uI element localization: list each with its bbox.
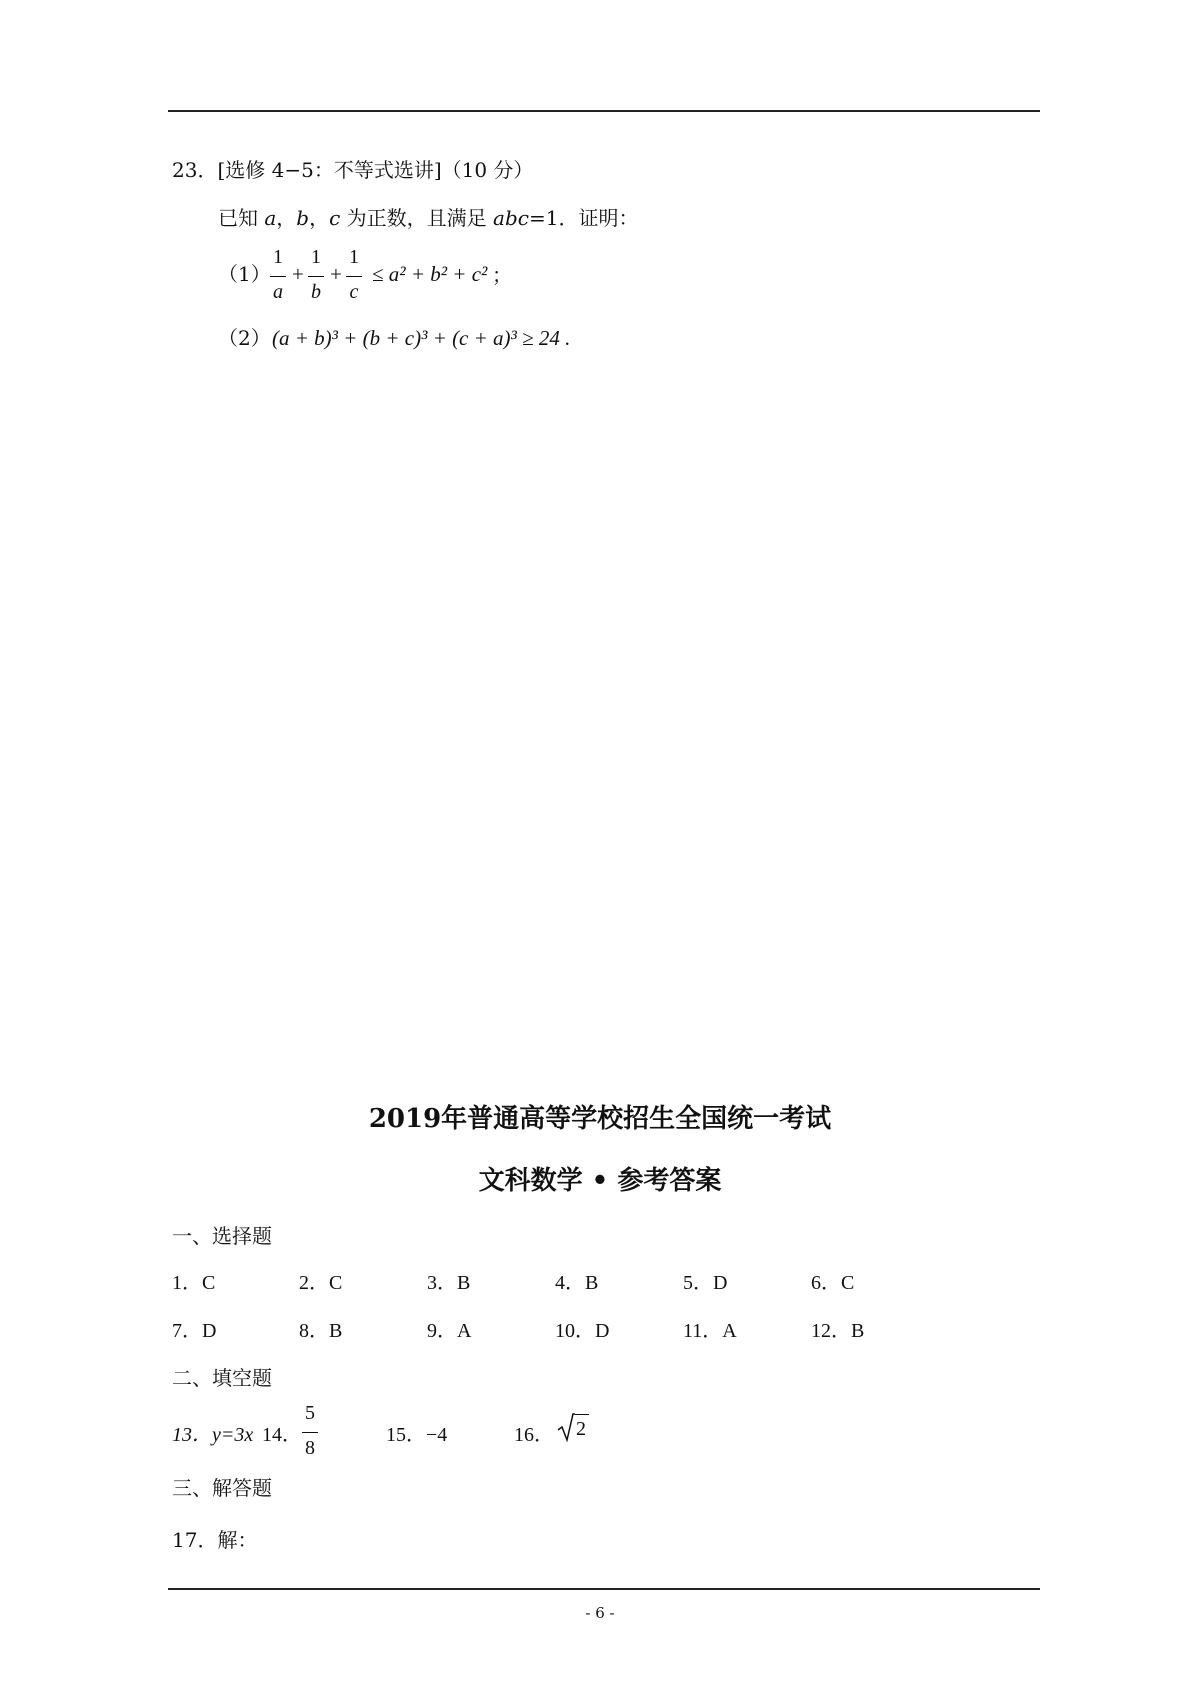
fill-answer-14-label: 14． — [262, 1424, 302, 1446]
section-choice-heading: 一、选择题 — [172, 1224, 272, 1248]
choice-answer: 10．D — [555, 1320, 610, 1342]
part1-end: ； — [492, 263, 512, 287]
answer-key-subtitle: 文科数学 • 参考答案 — [478, 1166, 722, 1196]
fill-answer-16-label: 16． — [514, 1424, 554, 1446]
question-17-label: 17．解： — [172, 1528, 258, 1552]
answer-key-title: 2019年普通高等学校招生全国统一考试 — [368, 1104, 832, 1134]
fill-answer-15: 15．−4 — [386, 1424, 448, 1446]
part2-label: （2） — [218, 326, 271, 350]
fraction-5-over-8: 5 8 — [300, 1402, 320, 1462]
sqrt-sign-icon — [557, 1412, 575, 1442]
footer-rule — [168, 1588, 1040, 1590]
section-fill-heading: 二、填空题 — [172, 1366, 272, 1390]
choice-answer: 7．D — [172, 1320, 217, 1342]
plus-sign: + — [292, 262, 304, 286]
part2-expression: (a + b)³ + (b + c)³ + (c + a)³ ≥ 24 . — [272, 326, 571, 350]
choice-answer: 5．D — [683, 1272, 728, 1294]
choice-answer: 8．B — [299, 1320, 343, 1342]
problem-statement: 已知 a，b，c 为正数，且满足 abc=1．证明： — [218, 206, 639, 230]
choice-answer: 12．B — [811, 1320, 865, 1342]
fraction-1-over-a: 1 a — [268, 246, 288, 306]
page-number: - 6 - — [585, 1604, 615, 1622]
fraction-1-over-b: 1 b — [306, 246, 326, 306]
choice-answer: 6．C — [811, 1272, 855, 1294]
choice-answer: 4．B — [555, 1272, 599, 1294]
problem-header: 23．[选修 4−5：不等式选讲]（10 分） — [172, 158, 534, 182]
section-solution-heading: 三、解答题 — [172, 1476, 272, 1500]
choice-answer: 3．B — [427, 1272, 471, 1294]
plus-sign: + — [330, 262, 342, 286]
choice-answer: 1．C — [172, 1272, 216, 1294]
sqrt-radicand: 2 — [576, 1418, 586, 1440]
fraction-1-over-c: 1 c — [344, 246, 364, 306]
header-rule — [168, 110, 1040, 112]
part1-rhs: ≤ a² + b² + c² — [372, 262, 488, 286]
choice-answer: 11．A — [683, 1320, 737, 1342]
part1-label: （1） — [218, 262, 271, 286]
fill-answer-13: 13．y=3x — [172, 1424, 254, 1446]
choice-answer: 2．C — [299, 1272, 343, 1294]
choice-answer: 9．A — [427, 1320, 472, 1342]
